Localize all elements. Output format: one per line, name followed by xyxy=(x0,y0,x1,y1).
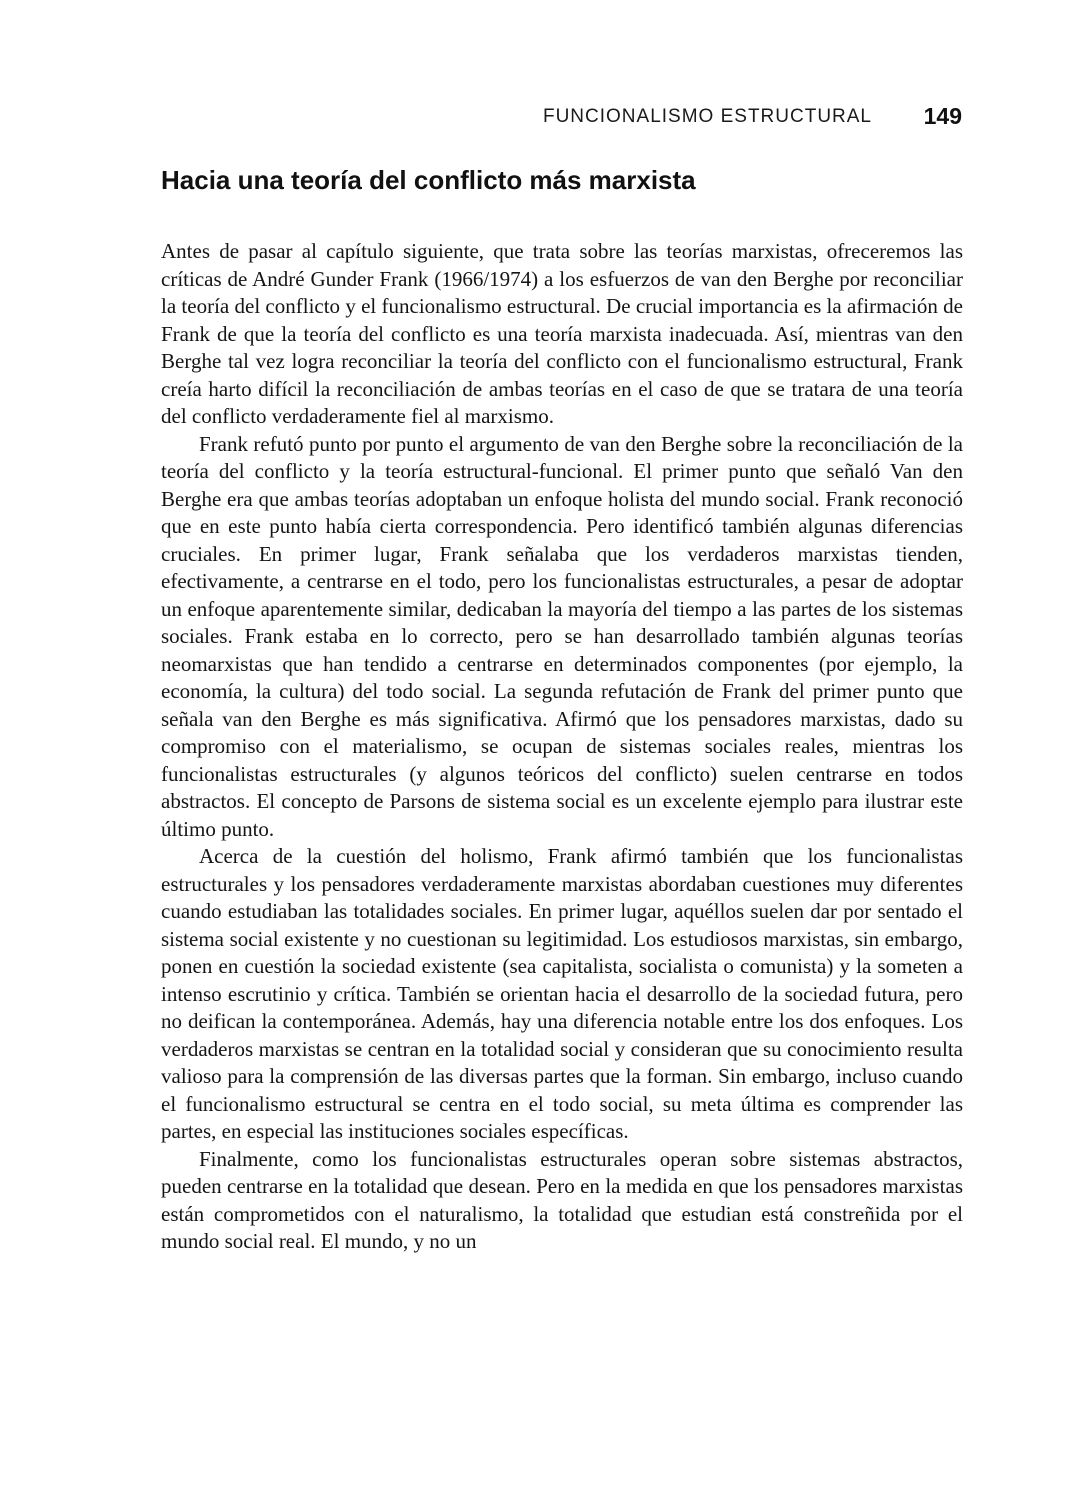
section-heading: Hacia una teoría del conflicto más marxista xyxy=(161,165,696,195)
paragraph: Frank refutó punto por punto el argumento de van den Berghe sobre la reconciliación de la teoría del conflicto y la teoría estructural-funcional. El primer punto que señaló Van den Berghe era que ambas teorías adoptaban un enfoque holista del mundo social. Frank reconoció que en este punto había cierta correspondencia. Pero identificó también algunas diferencias cruciales. En primer lugar, Frank señalaba que los verdaderos marxistas tienden, efectivamente, a centrarse en el todo, pero los funcionalistas estructurales, a pesar de adoptar un enfoque aparentemente similar, dedicaban la mayoría del tiempo a las partes de los sistemas sociales. Frank estaba en lo correcto, pero se han desarrollado también algunas teorías neomarxistas que han tendido a centrarse en determinados componentes (por ejemplo, la economía, la cultura) del todo social. La segunda refutación de Frank del primer punto que señala van den Berghe es más significativa. Afirmó que los pensadores marxistas, dado su compromiso con el materialismo, se ocupan de sistemas sociales reales, mientras los funcionalistas estructurales (y algunos teóricos del conflicto) suelen centrarse en todos abstractos. El concepto de Parsons de sistema social es un excelente ejemplo para ilustrar este último punto. xyxy=(161,431,963,841)
running-header xyxy=(160,103,962,133)
paragraph: Acerca de la cuestión del holismo, Frank afirmó también que los funcionalistas estructurales y los pensadores verdaderamente marxistas abordaban cuestiones muy diferentes cuando estudiaban las totalidades sociales. En primer lugar, aquéllos suelen dar por sentado el sistema social existente y no cuestionan su legitimidad. Los estudiosos marxistas, sin embargo, ponen en cuestión la sociedad existente (sea capitalista, socialista o comunista) y la someten a intenso escrutinio y crítica. También se orientan hacia el desarrollo de la sociedad futura, pero no deifican la contemporánea. Además, hay una diferencia notable entre los dos enfoques. Los verdaderos marxistas se centran en la totalidad social y consideran que su conocimiento resulta valioso para la comprensión de las diversas partes que la forman. Sin embargo, incluso cuando el funcionalismo estructural se centra en el todo social, su meta última es comprender las partes, en especial las instituciones sociales específicas. xyxy=(161,844,963,1143)
body-text xyxy=(161,238,963,1256)
paragraph: Antes de pasar al capítulo siguiente, que trata sobre las teorías marxistas, ofreceremos las críticas de André Gunder Frank (1966/1974) a los esfuerzos de van den Berghe por reconciliar la teoría del conflicto y el funcionalismo estructural. De crucial importancia es la afirmación de Frank de que la teoría del conflicto es una teoría marxista inadecuada. Así, mientras van den Berghe tal vez logra reconciliar la teoría del conflicto con el funcionalismo estructural, Frank creía harto difícil la reconciliación de ambas teorías en el caso de que se tratara de una teoría del conflicto verdaderamente fiel al marxismo. xyxy=(161,239,963,428)
page-number: 149 xyxy=(923,103,962,129)
running-title: FUNCIONALISMO ESTRUCTURAL xyxy=(542,106,872,127)
paragraph: Finalmente, como los funcionalistas estructurales operan sobre sistemas abstractos, pueden centrarse en la totalidad que desean. Pero en la medida en que los pensadores marxistas están comprometidos con el naturalismo, la totalidad que estudian está constreñida por el mundo social real. El mundo, y no un xyxy=(161,1146,963,1253)
